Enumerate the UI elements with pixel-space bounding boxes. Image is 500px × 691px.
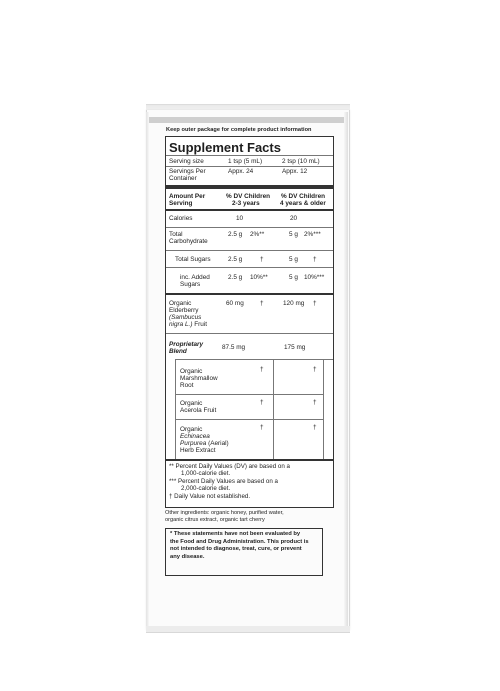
medium-divider bbox=[166, 459, 333, 461]
carbs-label-1: Total bbox=[169, 231, 183, 238]
added-sugars-adult-amt: 5 g bbox=[289, 274, 298, 281]
added-sugars-child-dv: 10%** bbox=[250, 274, 268, 281]
header-amount-2: Serving bbox=[169, 200, 193, 207]
fda-disclaimer bbox=[165, 528, 323, 576]
carbs-child-amt: 2.5 g bbox=[228, 231, 243, 238]
header-amount-1: Amount Per bbox=[169, 193, 206, 200]
box-left-edge bbox=[146, 112, 149, 626]
footnote-2-line-2: 2,000-calorie diet. bbox=[181, 485, 231, 492]
divider bbox=[166, 250, 333, 251]
header-child-1: % DV Children bbox=[226, 193, 271, 200]
marshmallow-adult-dv: † bbox=[313, 366, 317, 373]
echinacea-adult-dv: † bbox=[313, 424, 317, 431]
elderberry-part: Fruit bbox=[192, 321, 208, 328]
servings-per-adult: Appx. 12 bbox=[282, 168, 308, 175]
servings-per-label-1: Servings Per bbox=[169, 168, 206, 175]
added-sugars-adult-dv: 10%*** bbox=[304, 274, 325, 281]
added-sugars-child-amt: 2.5 g bbox=[228, 274, 243, 281]
divider bbox=[166, 155, 333, 156]
package-note: Keep outer package for complete product information bbox=[166, 127, 312, 133]
carbs-adult-amt: 5 g bbox=[289, 231, 298, 238]
carbs-adult-dv: 2%*** bbox=[304, 231, 321, 238]
medium-divider bbox=[166, 209, 333, 211]
elderberry-adult-amt: 120 mg bbox=[283, 300, 305, 307]
sugars-label: Total Sugars bbox=[175, 256, 211, 263]
box-right-edge bbox=[344, 112, 348, 626]
echinacea-part: (Aerial) bbox=[206, 440, 229, 447]
echinacea-line-2: Echinacea bbox=[180, 433, 210, 440]
marshmallow-child-dv: † bbox=[260, 366, 264, 373]
disclaimer-line-3: not intended to diagnose, treat, cure, or prevent bbox=[170, 546, 302, 553]
elderberry-line-2: Elderberry bbox=[169, 307, 199, 314]
blend-child-amt: 87.5 mg bbox=[222, 344, 246, 351]
acerola-line-1: Organic bbox=[180, 400, 203, 407]
footnote-1-line-2: 1,000-calorie diet. bbox=[181, 470, 231, 477]
elderberry-line-4 bbox=[169, 321, 207, 328]
sugars-adult-dv: † bbox=[313, 256, 317, 263]
serving-size-child: 1 tsp (5 mL) bbox=[228, 158, 263, 165]
box-top-band bbox=[149, 117, 344, 123]
header-adult-1: % DV Children bbox=[281, 193, 326, 200]
header-adult-2: 4 years & older bbox=[280, 200, 326, 207]
footnote-2-line-1: *** Percent Daily Values are based on a bbox=[169, 478, 278, 485]
added-sugars-label-1: inc. Added bbox=[180, 274, 210, 281]
divider bbox=[175, 419, 323, 420]
medium-divider bbox=[166, 293, 333, 295]
elderberry-species: nigra L.) bbox=[169, 321, 193, 328]
carbs-label-2: Carbohydrate bbox=[169, 238, 208, 245]
elderberry-child-amt: 60 mg bbox=[226, 300, 244, 307]
other-ingredients-line-1: Other ingredients: organic honey, purified water, bbox=[165, 510, 284, 516]
calories-label: Calories bbox=[169, 215, 193, 222]
box-bottom-edge bbox=[146, 626, 350, 633]
disclaimer-line-2: the Food and Drug Administration. This product is bbox=[170, 538, 309, 545]
blend-right-rule bbox=[323, 359, 324, 459]
other-ingredients bbox=[165, 510, 284, 524]
carbs-child-dv: 2%** bbox=[250, 231, 265, 238]
echinacea-child-dv: † bbox=[260, 424, 264, 431]
added-sugars-label-2: Sugars bbox=[180, 281, 201, 288]
blend-line-2: Blend bbox=[169, 348, 187, 355]
serving-size-label: Serving size bbox=[169, 158, 204, 165]
divider bbox=[175, 394, 323, 395]
marshmallow-line-1: Organic bbox=[180, 368, 203, 375]
sugars-child-dv: † bbox=[260, 256, 264, 263]
disclaimer-line-4: any disease. bbox=[170, 554, 205, 561]
footnote-1-line-1: ** Percent Daily Values (DV) are based on a bbox=[169, 463, 290, 470]
elderberry-adult-dv: † bbox=[313, 300, 317, 307]
thick-divider bbox=[166, 185, 333, 189]
divider bbox=[166, 166, 333, 167]
panel-title: Supplement Facts bbox=[169, 140, 281, 155]
blend-adult-amt: 175 mg bbox=[284, 344, 306, 351]
acerola-line-2: Acerola Fruit bbox=[180, 407, 217, 414]
divider bbox=[166, 267, 333, 268]
blend-left-rule bbox=[175, 359, 176, 459]
sugars-adult-amt: 5 g bbox=[289, 256, 298, 263]
divider bbox=[166, 333, 333, 334]
supplement-facts-panel bbox=[165, 136, 334, 508]
calories-child: 10 bbox=[236, 215, 244, 222]
other-ingredients-line-2: organic citrus extract, organic tart cherry bbox=[165, 517, 265, 524]
servings-per-child: Appx. 24 bbox=[228, 168, 254, 175]
elderberry-line-1: Organic bbox=[169, 300, 192, 307]
servings-per-label-2: Container bbox=[169, 175, 197, 182]
divider bbox=[175, 359, 333, 360]
marshmallow-line-3: Root bbox=[180, 382, 194, 389]
blend-line-1: Proprietary bbox=[169, 341, 204, 348]
blend-middle-rule bbox=[273, 359, 274, 459]
acerola-adult-dv: † bbox=[313, 399, 317, 406]
disclaimer-line-1: * These statements have not been evaluated by bbox=[170, 531, 301, 537]
elderberry-child-dv: † bbox=[260, 300, 264, 307]
header-child-2: 2-3 years bbox=[232, 200, 260, 207]
echinacea-line-4: Herb Extract bbox=[180, 447, 216, 454]
marshmallow-line-2: Marshmallow bbox=[180, 375, 218, 382]
footnote-3: † Daily Value not established. bbox=[169, 493, 251, 500]
calories-adult: 20 bbox=[290, 215, 298, 222]
acerola-child-dv: † bbox=[260, 399, 264, 406]
sugars-child-amt: 2.5 g bbox=[228, 256, 243, 263]
echinacea-species: Purpurea bbox=[180, 440, 207, 447]
serving-size-adult: 2 tsp (10 mL) bbox=[282, 158, 320, 165]
echinacea-line-1: Organic bbox=[180, 426, 203, 433]
elderberry-line-3: (Sambucus bbox=[169, 314, 202, 321]
divider bbox=[166, 227, 333, 228]
